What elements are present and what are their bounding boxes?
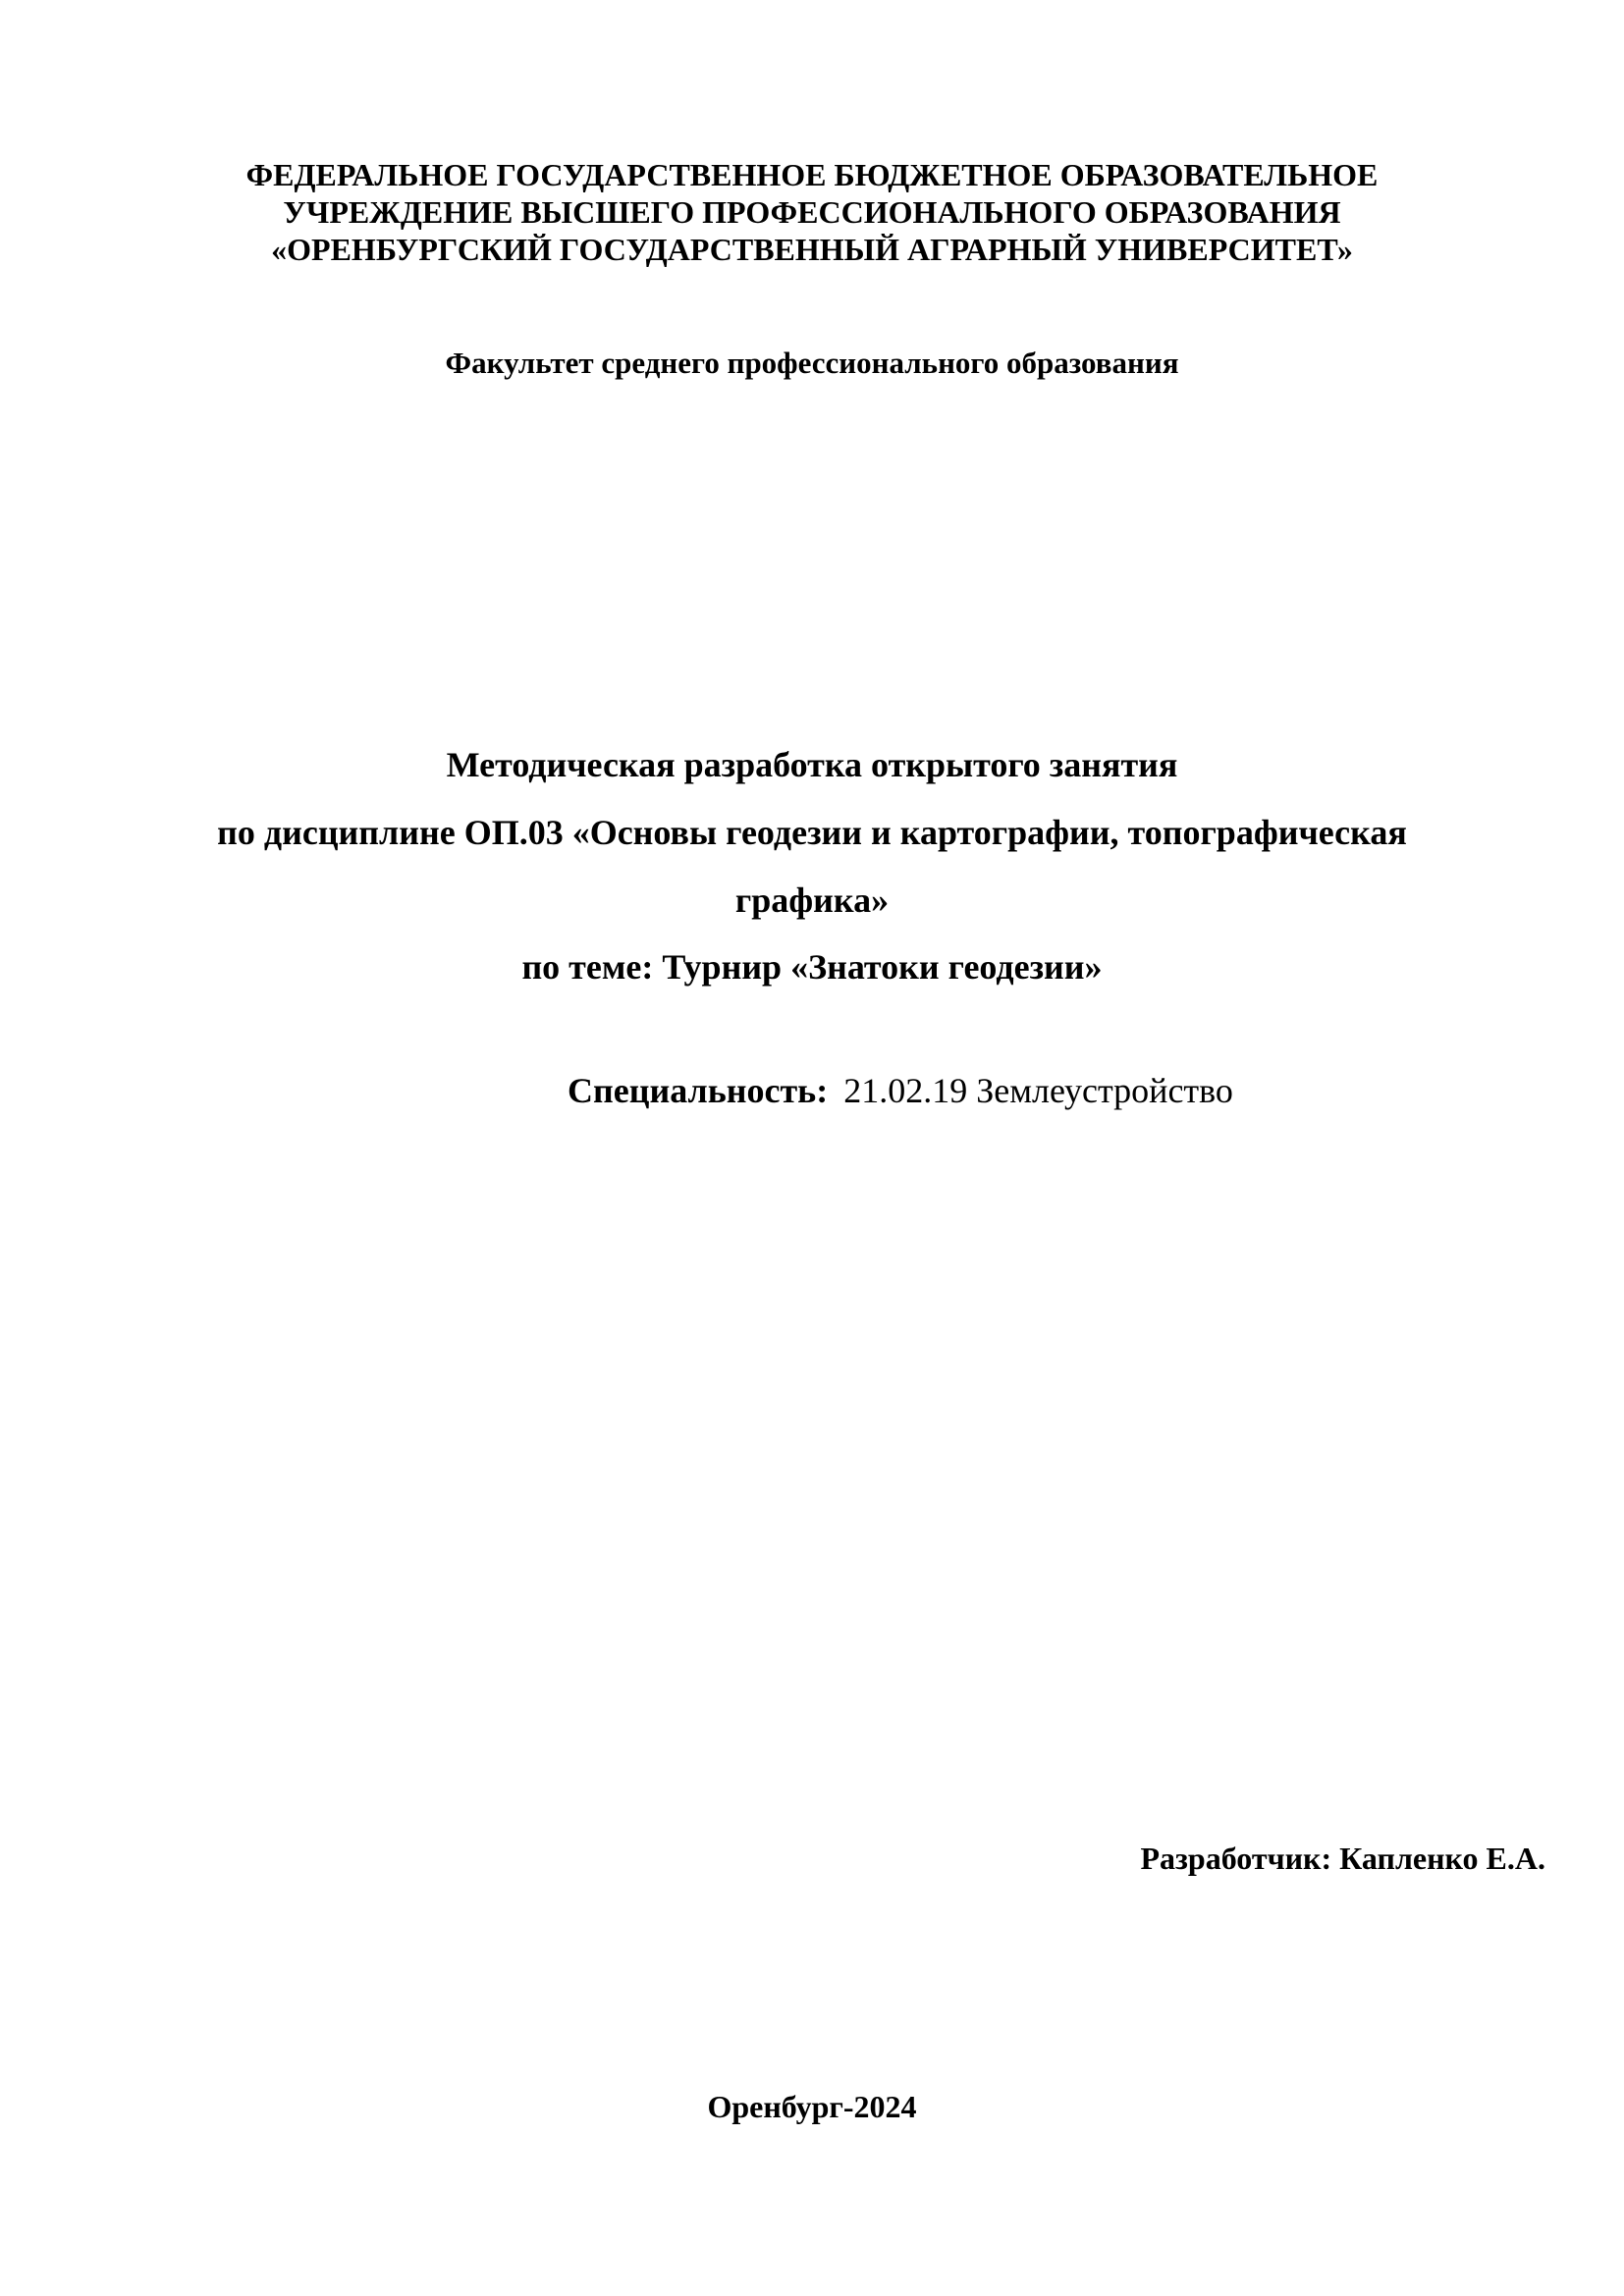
title-line-1: Методическая разработка открытого занятия: [446, 745, 1178, 784]
faculty-name: Факультет среднего профессионального образования: [445, 346, 1179, 380]
title-line-4: по теме: Турнир «Знатоки геодезии»: [521, 947, 1103, 987]
city-year: Оренбург-2024: [707, 2089, 917, 2124]
org-line-3: «ОРЕНБУРГСКИЙ ГОСУДАРСТВЕННЫЙ АГРАРНЫЙ УНИВЕРСИТЕТ»: [271, 232, 1353, 267]
developer: Разработчик: Капленко Е.А.: [1140, 1841, 1545, 1876]
org-line-1: ФЕДЕРАЛЬНОЕ ГОСУДАРСТВЕННОЕ БЮДЖЕТНОЕ ОБРАЗОВАТЕЛЬНОЕ: [245, 157, 1379, 192]
org-line-2: УЧРЕЖДЕНИЕ ВЫСШЕГО ПРОФЕССИОНАЛЬНОГО ОБРАЗОВАНИЯ: [283, 194, 1341, 230]
specialty: [568, 1070, 1233, 1111]
specialty-label: Специальность:: [568, 1071, 829, 1110]
title-line-3: графика»: [734, 881, 890, 920]
title-line-2: по дисциплине ОП.03 «Основы геодезии и картографии, топографическая: [217, 813, 1407, 852]
specialty-value: 21.02.19 Землеустройство: [843, 1071, 1233, 1110]
